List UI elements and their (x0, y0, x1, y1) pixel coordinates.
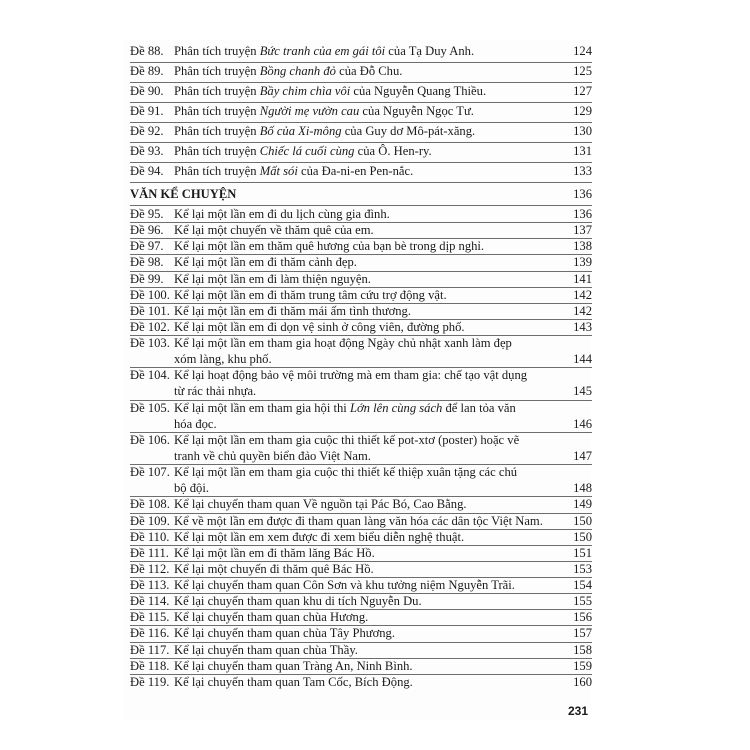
entry-number: Đề 99. (130, 271, 164, 286)
entry-text: Kể lại một lần em tham gia hội thi Lớn lên cùng sách để lan tỏa văn (174, 400, 516, 415)
entry-number: Đề 119. (130, 674, 170, 689)
entry-text: Kể lại chuyến tham quan chùa Thầy. (174, 642, 358, 657)
divider (130, 496, 592, 497)
entry-page: 146 (573, 416, 592, 431)
divider (130, 529, 592, 530)
entry-text: Kể lại một lần em tham gia cuộc thi thiết kế pot-xtơ (poster) hoặc vẽ (174, 432, 520, 447)
entry-number: Đề 95. (130, 207, 164, 221)
entry-page: 149 (573, 497, 592, 512)
entry-page: 137 (573, 223, 592, 238)
divider (130, 674, 592, 675)
entry-page: 142 (573, 287, 592, 302)
entry-text: Kể lại một chuyến về thăm quê của em. (174, 223, 374, 238)
divider (130, 335, 592, 336)
entry-text: Kể lại hoạt động bảo vệ môi trường mà em tham gia: chế tạo vật dụng (174, 368, 528, 383)
entry-text: Kể lại một lần em xem được đi xem biểu diễn nghệ thuật. (174, 529, 465, 544)
entry-number: Đề 118. (130, 658, 170, 673)
section-page: 136 (573, 187, 592, 201)
entry-number: Đề 116. (130, 626, 170, 641)
entry-text: Phân tích truyện Chiếc lá cuối cùng của Ô. Hen-ry. (174, 144, 432, 158)
divider (130, 593, 592, 594)
entry-page: 136 (573, 207, 592, 221)
entry-page: 147 (573, 448, 592, 463)
entry-text: Phân tích truyện Người mẹ vườn cau của Nguyễn Ngọc Tư. (174, 104, 474, 118)
entry-page: 150 (573, 513, 592, 528)
entry-number: Đề 115. (130, 610, 170, 625)
entry-text: Phân tích truyện Bồng chanh đỏ của Đỗ Chu. (174, 64, 403, 78)
entry-number: Đề 112. (130, 561, 170, 576)
entry-page: 142 (573, 303, 592, 318)
entry-number: Đề 113. (130, 578, 170, 593)
entry-text: Kể lại chuyến tham quan khu di tích Nguyễn Du. (174, 594, 422, 609)
entry-page: 125 (573, 64, 592, 78)
divider (130, 642, 592, 643)
entry-number: Đề 111. (130, 545, 169, 560)
entry-page: 144 (573, 352, 592, 367)
divider (130, 238, 592, 239)
entry-page: 131 (573, 144, 592, 158)
entry-text: Kể lại một chuyến đi thăm quê Bác Hồ. (174, 561, 374, 576)
entry-page: 148 (573, 481, 592, 496)
entry-number: Đề 98. (130, 255, 164, 270)
entry-number: Đề 110. (130, 529, 170, 544)
entry-page: 138 (573, 239, 592, 254)
entry-page: 127 (573, 84, 592, 98)
entry-page: 151 (573, 545, 592, 560)
divider (130, 182, 592, 183)
entry-text: Kể lại chuyến tham quan chùa Hương. (174, 610, 369, 625)
divider (130, 367, 592, 368)
entry-number: Đề 91. (130, 104, 164, 118)
entry-number: Đề 107. (130, 465, 170, 480)
entry-page: 133 (573, 164, 592, 178)
entry-number: Đề 117. (130, 642, 170, 657)
entry-number: Đề 106. (130, 432, 170, 447)
entry-page: 129 (573, 104, 592, 118)
entry-text-line2: tranh về chủ quyền biển đảo Việt Nam. (174, 448, 371, 463)
page-number: 231 (568, 704, 589, 718)
entry-page: 124 (573, 44, 592, 58)
entry-number: Đề 101. (130, 303, 170, 318)
divider (130, 577, 592, 578)
entry-text: Kể lại một lần em tham gia hoạt động Ngày chủ nhật xanh làm đẹp (174, 336, 512, 351)
divider (130, 658, 592, 659)
entry-number: Đề 89. (130, 64, 164, 78)
divider (130, 625, 592, 626)
entry-text-line2: xóm làng, khu phố. (174, 352, 272, 367)
entry-text: Kể lại chuyến tham quan Tràng An, Ninh Bình. (174, 658, 413, 673)
entry-page: 153 (573, 561, 592, 576)
entry-number: Đề 105. (130, 400, 170, 415)
entry-page: 154 (573, 578, 592, 593)
divider (130, 254, 592, 255)
entry-text-line2: từ rác thải nhựa. (174, 384, 257, 399)
divider (130, 432, 592, 433)
entry-text: Phân tích truyện Bố của Xi-mông của Guy dơ Mô-pát-xăng. (174, 124, 476, 138)
entry-number: Đề 92. (130, 124, 164, 138)
entry-text: Kể lại một lần em đi thăm trung tâm cứu trợ động vật. (174, 287, 447, 302)
entry-text: Kể lại chuyến tham quan chùa Tây Phương. (174, 626, 395, 641)
entry-number: Đề 102. (130, 319, 170, 334)
entry-page: 160 (573, 674, 592, 689)
entry-text: Kể lại một lần em đi thăm mái ấm tình thương. (174, 303, 411, 318)
entry-number: Đề 109. (130, 513, 170, 528)
divider (130, 464, 592, 465)
entry-page: 139 (573, 255, 592, 270)
entry-number: Đề 88. (130, 44, 164, 58)
entry-text-line2: hóa đọc. (174, 416, 217, 431)
entry-text: Phân tích truyện Bức tranh của em gái tôi của Tạ Duy Anh. (174, 44, 475, 58)
entry-page: 157 (573, 626, 592, 641)
entry-number: Đề 104. (130, 368, 170, 383)
divider (130, 287, 592, 288)
entry-page: 141 (573, 271, 592, 286)
entry-text: Phân tích truyện Bầy chim chìa vôi của Nguyễn Quang Thiều. (174, 84, 487, 98)
entry-number: Đề 108. (130, 497, 170, 512)
entry-number: Đề 94. (130, 164, 164, 178)
entry-number: Đề 103. (130, 336, 170, 351)
divider (130, 222, 592, 223)
divider (130, 545, 592, 546)
entry-text: Kể lại một lần em đi thăm cảnh đẹp. (174, 255, 357, 270)
divider (130, 561, 592, 562)
divider (130, 513, 592, 514)
entry-text: Kể về một lần em được đi tham quan làng văn hóa các dân tộc Việt Nam. (174, 513, 543, 528)
entry-page: 130 (573, 124, 592, 138)
entry-text: Kể lại chuyến tham quan Về nguồn tại Pác Bó, Cao Bằng. (174, 497, 467, 512)
entry-page: 143 (573, 319, 592, 334)
entry-text: Kể lại một lần em đi du lịch cùng gia đình. (174, 207, 390, 221)
divider (130, 319, 592, 320)
divider (130, 271, 592, 272)
entry-text: Kể lại một lần em đi làm thiện nguyện. (174, 271, 371, 286)
entry-page: 158 (573, 642, 592, 657)
entry-text: Kể lại một lần em đi thăm lăng Bác Hồ. (174, 545, 375, 560)
divider (130, 303, 592, 304)
entry-text: Kể lại chuyến tham quan Tam Cốc, Bích Động. (174, 674, 413, 689)
entry-text: Kể lại chuyến tham quan Côn Sơn và khu tưởng niệm Nguyễn Trãi. (174, 578, 515, 593)
entry-page: 159 (573, 658, 592, 673)
entry-page: 156 (573, 610, 592, 625)
entry-number: Đề 96. (130, 223, 164, 238)
entry-text: Kể lại một lần em thăm quê hương của bạn bè trong dịp nghỉ. (174, 239, 485, 254)
entry-page: 145 (573, 384, 592, 399)
entry-number: Đề 100. (130, 287, 170, 302)
entry-text: Kể lại một lần em đi dọn vệ sinh ở công viên, đường phố. (174, 319, 465, 334)
divider (130, 609, 592, 610)
entry-page: 150 (573, 529, 592, 544)
entry-number: Đề 93. (130, 144, 164, 158)
entry-number: Đề 97. (130, 239, 164, 254)
section-title: VĂN KỂ CHUYỆN (130, 187, 237, 201)
entry-page: 155 (573, 594, 592, 609)
entry-text: Kể lại một lần em tham gia cuộc thi thiết kế thiệp xuân tặng các chú (174, 465, 518, 480)
entry-number: Đề 90. (130, 84, 164, 98)
entry-text-line2: bộ đội. (174, 481, 209, 496)
entry-text: Phân tích truyện Mất sói của Đa-ni-en Pen-nắc. (174, 164, 414, 178)
divider (130, 400, 592, 401)
entry-number: Đề 114. (130, 594, 170, 609)
